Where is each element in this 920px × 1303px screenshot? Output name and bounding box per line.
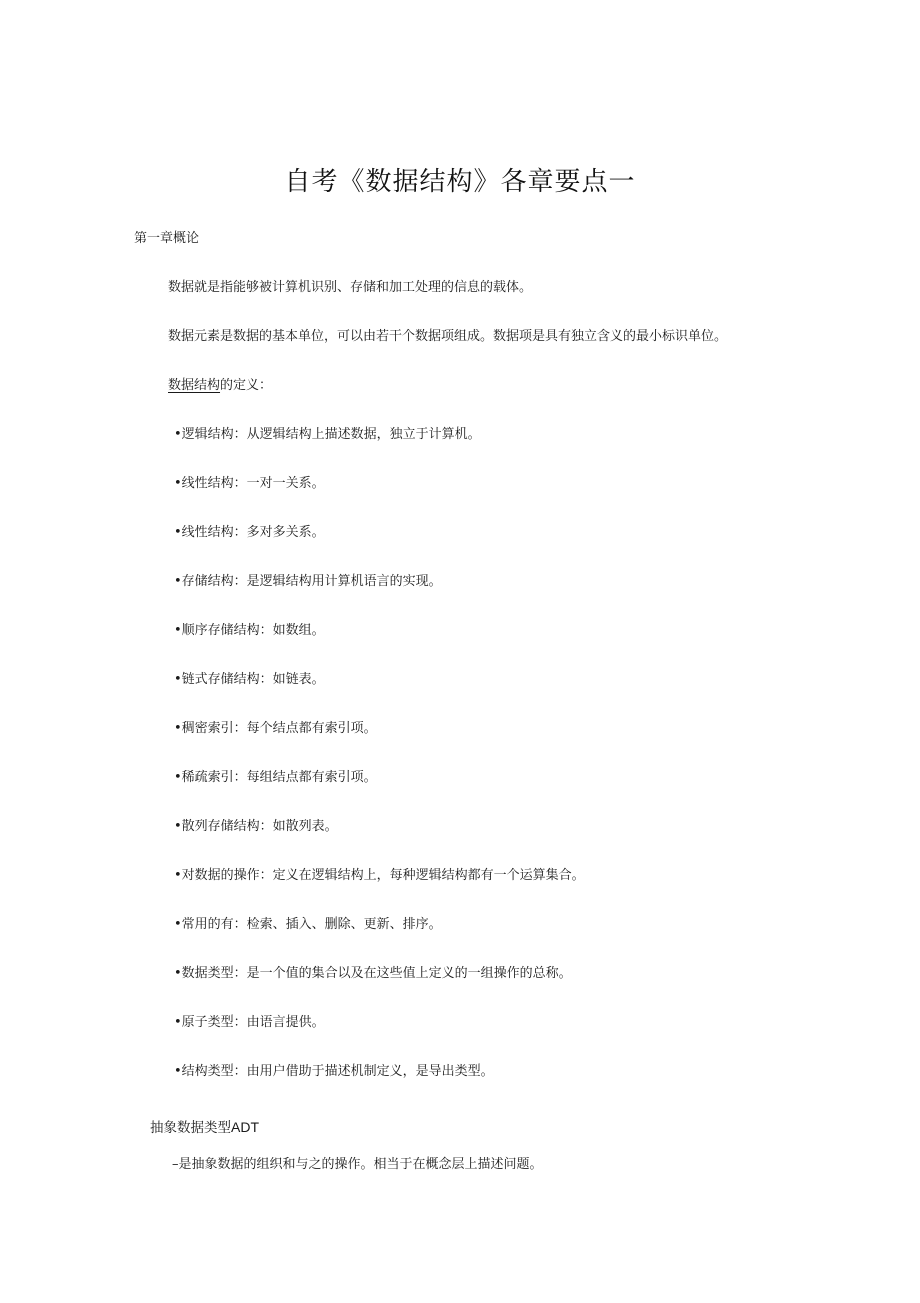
bullet-item: •散列存储结构：如散列表。 <box>174 819 338 834</box>
document-title: 自考《数据结构》各章要点一 <box>284 167 636 197</box>
bullet-item: •数据类型：是一个值的集合以及在这些值上定义的一组操作的总称。 <box>174 966 572 981</box>
bullet-item: •线性结构：一对一关系。 <box>174 476 325 491</box>
intro-paragraph: 数据元素是数据的基本单位，可以由若干个数据项组成。数据项是具有独立含义的最小标识单位。 <box>168 329 728 344</box>
bullet-item: •逻辑结构：从逻辑结构上描述数据，独立于计算机。 <box>174 427 481 442</box>
chapter-heading: 第一章概论 <box>134 231 200 246</box>
bullet-item: •存储结构：是逻辑结构用计算机语言的实现。 <box>174 574 442 589</box>
adt-description: –是抽象数据的组织和与之的操作。相当于在概念层上描述问题。 <box>172 1157 543 1172</box>
bullet-item: •稀疏索引：每组结点都有索引项。 <box>174 770 377 785</box>
bullet-item: •原子类型：由语言提供。 <box>174 1015 325 1030</box>
definition-term: 数据结构 <box>168 378 221 393</box>
bullet-item: •常用的有：检索、插入、删除、更新、排序。 <box>174 917 442 932</box>
bullet-item: •线性结构：多对多关系。 <box>174 525 325 540</box>
definition-heading <box>168 378 272 394</box>
adt-heading-abbrev: ADT <box>231 1119 259 1135</box>
bullet-item: •链式存储结构：如链表。 <box>174 672 325 687</box>
definition-suffix: 的定义： <box>220 378 273 393</box>
bullet-item: •结构类型：由用户借助于描述机制定义，是导出类型。 <box>174 1064 494 1079</box>
adt-heading-text: 抽象数据类型 <box>150 1120 231 1136</box>
adt-heading <box>150 1116 259 1136</box>
bullet-item: •顺序存储结构：如数组。 <box>174 623 325 638</box>
bullet-item: •稠密索引：每个结点都有索引项。 <box>174 721 377 736</box>
intro-paragraph: 数据就是指能够被计算机识别、存储和加工处理的信息的载体。 <box>168 280 533 295</box>
bullet-item: •对数据的操作：定义在逻辑结构上，每种逻辑结构都有一个运算集合。 <box>174 868 585 883</box>
